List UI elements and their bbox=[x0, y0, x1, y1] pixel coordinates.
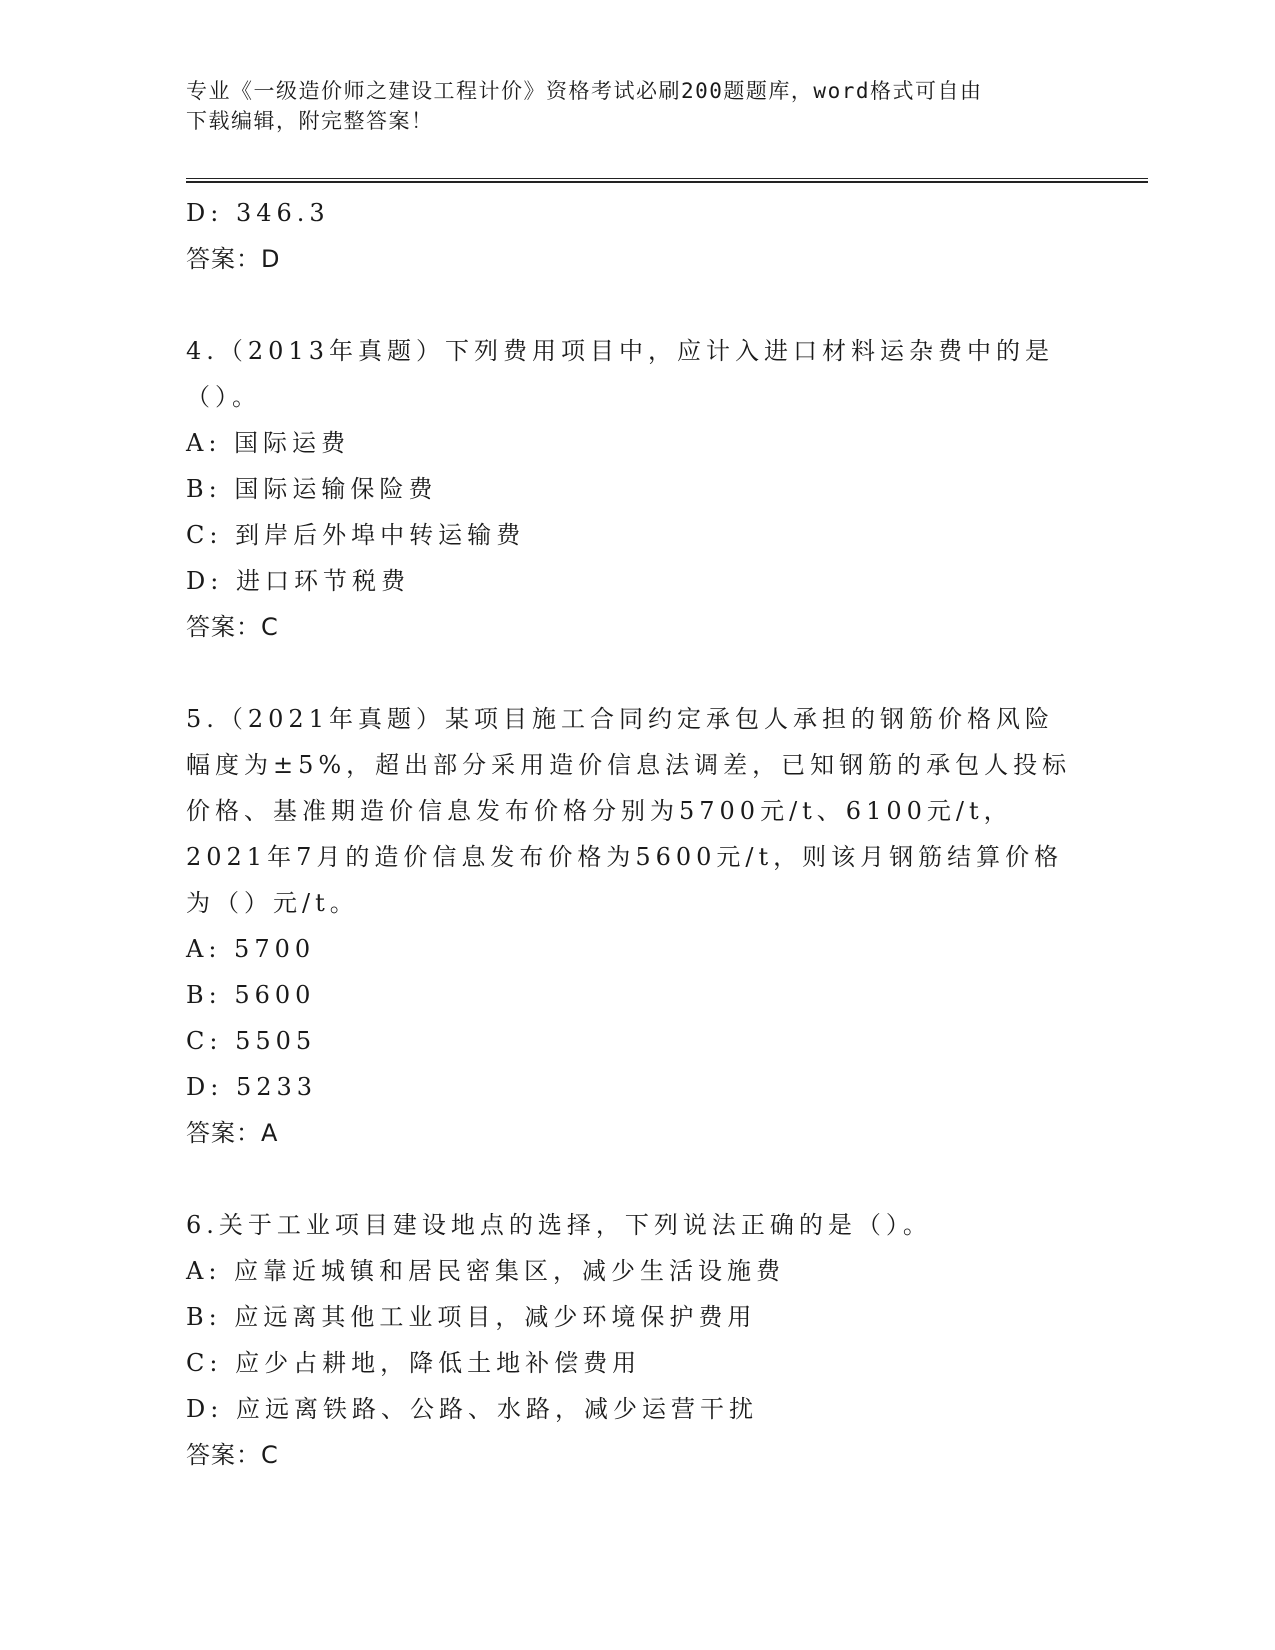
question-4 bbox=[186, 328, 1076, 650]
answer: 答案：C bbox=[186, 613, 279, 641]
option-c: C: 应少占耕地，降低土地补偿费用 bbox=[186, 1349, 642, 1377]
option-c: C: 到岸后外埠中转运输费 bbox=[186, 521, 526, 549]
option-a: A: 应靠近城镇和居民密集区，减少生活设施费 bbox=[186, 1257, 786, 1285]
answer: 答案：D bbox=[186, 245, 281, 273]
question-3-carryover bbox=[186, 190, 1076, 282]
spacer bbox=[186, 650, 1076, 696]
spacer bbox=[186, 282, 1076, 328]
option-d: D: 5233 bbox=[186, 1073, 318, 1101]
question-stem: 4.（2013年真题）下列费用项目中，应计入进口材料运杂费中的是（）。 bbox=[186, 337, 1054, 411]
question-5 bbox=[186, 696, 1076, 1156]
option-a: A: 5700 bbox=[186, 935, 316, 963]
question-list bbox=[186, 190, 1076, 1478]
option-a: A: 国际运费 bbox=[186, 429, 351, 457]
answer: 答案：C bbox=[186, 1441, 279, 1469]
question-6 bbox=[186, 1202, 1076, 1478]
header-line-1: 专业《一级造价师之建设工程计价》资格考试必刷200题题库，word格式可自由 bbox=[186, 79, 983, 103]
option-d: D: 应远离铁路、公路、水路，减少运营干扰 bbox=[186, 1395, 758, 1423]
option-d: D: 进口环节税费 bbox=[186, 567, 410, 595]
option-d: D: 346.3 bbox=[186, 199, 330, 227]
answer: 答案：A bbox=[186, 1119, 279, 1147]
option-b: B: 国际运输保险费 bbox=[186, 475, 438, 503]
spacer bbox=[186, 1156, 1076, 1202]
page-header bbox=[186, 76, 1066, 136]
header-divider bbox=[186, 178, 1148, 183]
question-stem: 5.（2021年真题）某项目施工合同约定承包人承担的钢筋价格风险幅度为±5%，超出部分采用造价信息法调差，已知钢筋的承包人投标价格、基准期造价信息发布价格分别为5700元/t、6100元/t，2021年7月的造价信息发布价格为5600元/t，则该月钢筋结算价格为（）元/t。 bbox=[186, 705, 1072, 917]
header-line-2: 下载编辑，附完整答案！ bbox=[186, 109, 434, 133]
option-b: B: 应远离其他工业项目，减少环境保护费用 bbox=[186, 1303, 757, 1331]
option-b: B: 5600 bbox=[186, 981, 316, 1009]
question-stem: 6.关于工业项目建设地点的选择，下列说法正确的是（）。 bbox=[186, 1211, 932, 1239]
option-c: C: 5505 bbox=[186, 1027, 317, 1055]
